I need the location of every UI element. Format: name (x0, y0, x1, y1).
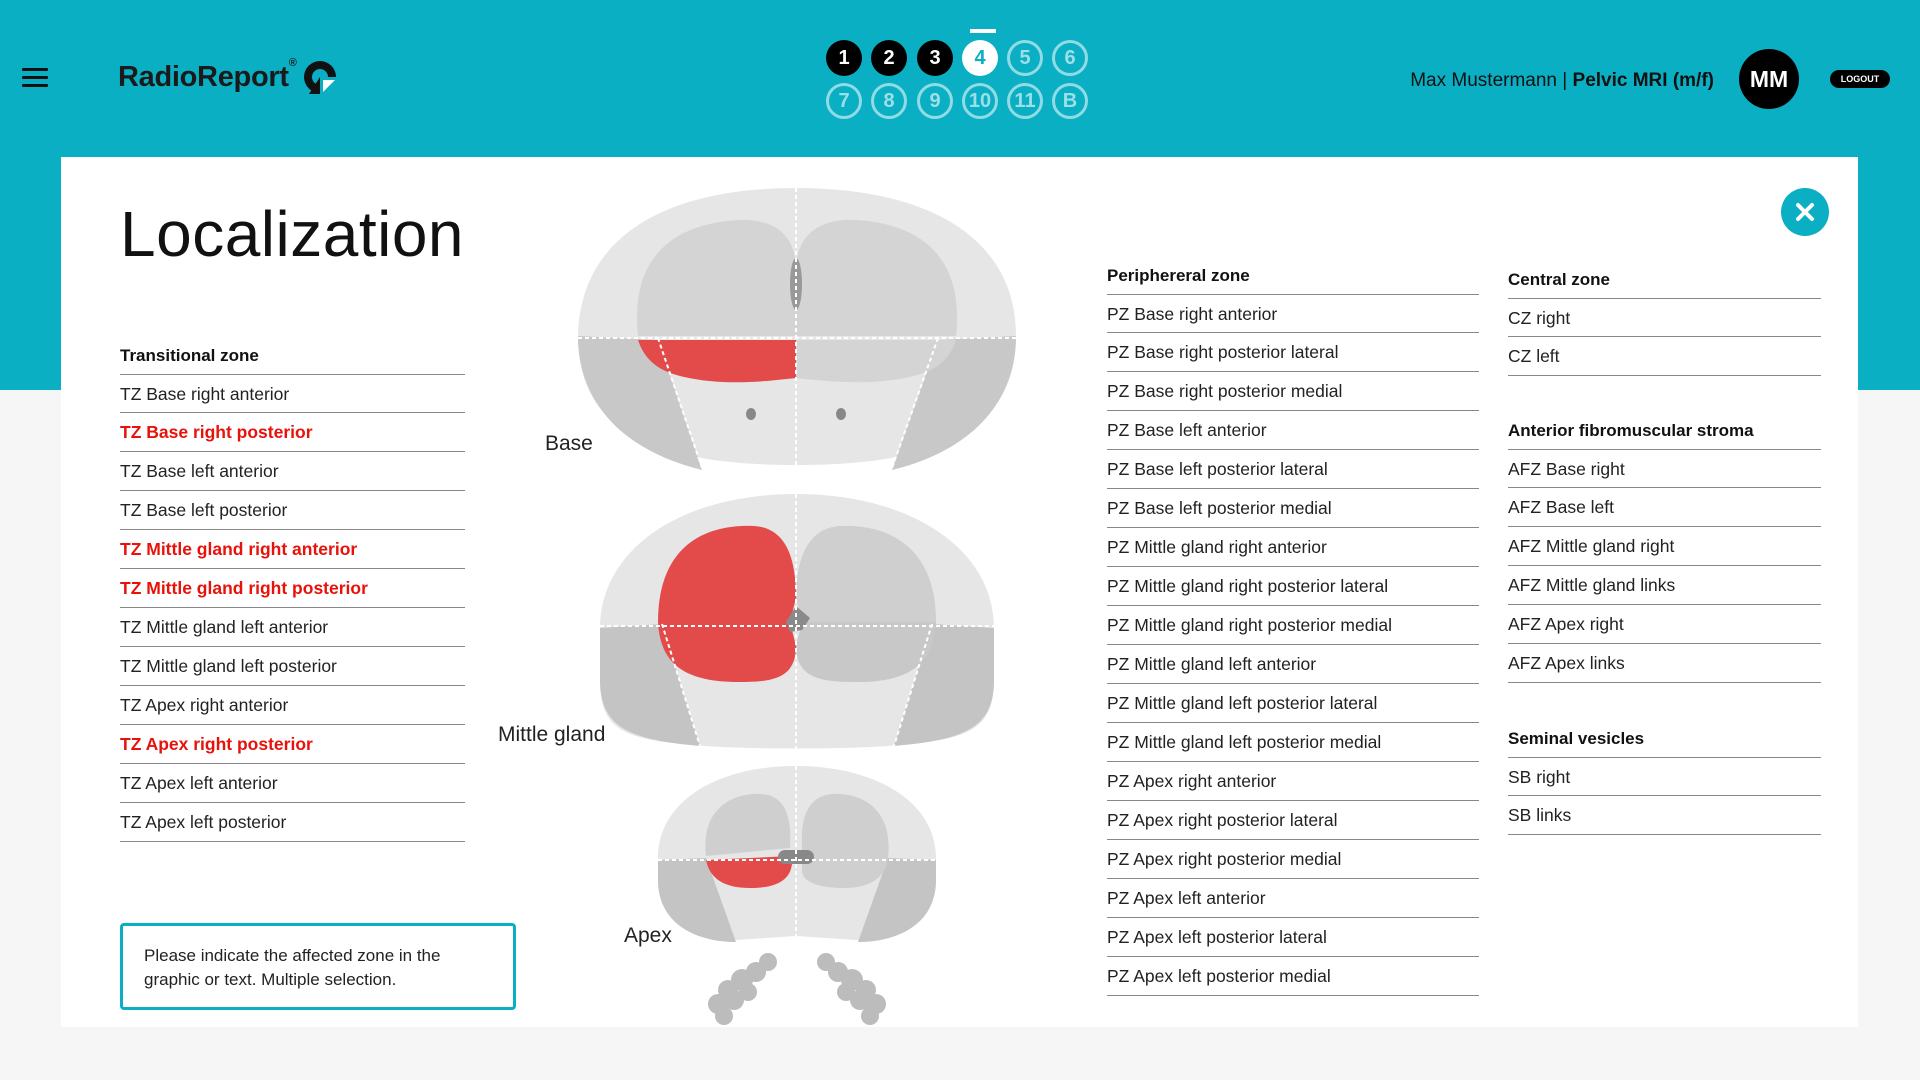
section-title: Periphereral zone (1107, 266, 1250, 285)
peripheral-item[interactable]: PZ Apex right posterior lateral (1107, 801, 1479, 840)
transitional-item[interactable]: TZ Apex right anterior (120, 686, 465, 725)
seminal-vesicles[interactable] (708, 953, 886, 1025)
header (0, 0, 1920, 157)
peripheral-item[interactable]: PZ Mittle gland left posterior lateral (1107, 684, 1479, 723)
duct-right (746, 408, 756, 420)
peripheral-item[interactable]: PZ Mittle gland left posterior medial (1107, 723, 1479, 762)
exam-name: Pelvic MRI (m/f) (1572, 70, 1714, 91)
peripheral-zone-list (1107, 294, 1479, 996)
peripheral-item[interactable]: PZ Apex right anterior (1107, 762, 1479, 801)
section-title: Central zone (1508, 270, 1611, 289)
step-8[interactable]: 8 (871, 83, 907, 119)
peripheral-zone-section (1107, 266, 1479, 996)
peripheral-item[interactable]: PZ Base left posterior lateral (1107, 450, 1479, 489)
step-1[interactable]: 1 (826, 40, 862, 76)
peripheral-item[interactable]: PZ Mittle gland right posterior medial (1107, 606, 1479, 645)
step-6[interactable]: 6 (1052, 40, 1088, 76)
seminal-vesicles-list (1508, 757, 1821, 835)
user-name: Max Mustermann (1410, 70, 1558, 91)
peripheral-item[interactable]: PZ Apex left anterior (1107, 879, 1479, 918)
afs-item[interactable]: AFZ Apex links (1508, 644, 1821, 683)
peripheral-item[interactable]: PZ Base right posterior medial (1107, 372, 1479, 411)
step-10[interactable]: 10 (962, 83, 998, 119)
afs-list (1508, 449, 1821, 683)
transitional-item[interactable]: TZ Base right posterior (120, 413, 465, 452)
transitional-item[interactable]: TZ Apex right posterior (120, 725, 465, 764)
hamburger-menu-icon[interactable] (22, 68, 48, 88)
seminal-item[interactable]: SB right (1508, 757, 1821, 796)
step-navigator (826, 38, 1096, 122)
afs-item[interactable]: AFZ Mittle gland links (1508, 566, 1821, 605)
apex-section (658, 766, 936, 942)
logo-mark-icon (301, 58, 339, 96)
step-3[interactable]: 3 (917, 40, 953, 76)
transitional-item[interactable]: TZ Base right anterior (120, 374, 465, 413)
transitional-item[interactable]: TZ Mittle gland right anterior (120, 530, 465, 569)
seminal-vesicles-section (1508, 729, 1821, 835)
peripheral-item[interactable]: PZ Mittle gland right anterior (1107, 528, 1479, 567)
afs-item[interactable]: AFZ Apex right (1508, 605, 1821, 644)
step-4[interactable]: 4 (962, 40, 998, 76)
afs-item[interactable]: AFZ Base left (1508, 488, 1821, 527)
section-title: Seminal vesicles (1508, 729, 1645, 748)
label-apex: Apex (624, 924, 672, 947)
label-mid-gland: Mittle gland (498, 723, 606, 746)
peripheral-item[interactable]: PZ Base right anterior (1107, 294, 1479, 333)
peripheral-item[interactable]: PZ Base right posterior lateral (1107, 333, 1479, 372)
central-zone-list (1508, 298, 1821, 376)
logo (118, 58, 339, 96)
close-button[interactable] (1781, 188, 1829, 236)
step-7[interactable]: 7 (826, 83, 862, 119)
transitional-zone-section (120, 346, 465, 842)
step-2[interactable]: 2 (871, 40, 907, 76)
transitional-item[interactable]: TZ Apex left anterior (120, 764, 465, 803)
logout-button[interactable]: LOGOUT (1830, 70, 1890, 88)
close-icon (1781, 188, 1829, 236)
afs-section (1508, 421, 1821, 683)
seminal-item[interactable]: SB links (1508, 796, 1821, 835)
mid-section (600, 494, 994, 750)
transitional-item[interactable]: TZ Mittle gland left anterior (120, 608, 465, 647)
hint-box: Please indicate the affected zone in the graphic or text. Multiple selection. (120, 923, 516, 1010)
central-item[interactable]: CZ left (1508, 337, 1821, 376)
central-item[interactable]: CZ right (1508, 298, 1821, 337)
base-section (578, 188, 1016, 470)
section-title: Anterior fibromuscular stroma (1508, 421, 1754, 440)
peripheral-item[interactable]: PZ Mittle gland right posterior lateral (1107, 567, 1479, 606)
prostate-diagram (480, 180, 1040, 1040)
afs-item[interactable]: AFZ Base right (1508, 449, 1821, 488)
transitional-item[interactable]: TZ Mittle gland left posterior (120, 647, 465, 686)
current-step-marker (970, 29, 996, 33)
user-info: Max Mustermann | Pelvic MRI (m/f) (1410, 70, 1714, 91)
step-5[interactable]: 5 (1007, 40, 1043, 76)
peripheral-item[interactable]: PZ Mittle gland left anterior (1107, 645, 1479, 684)
step-B[interactable]: B (1052, 83, 1088, 119)
transitional-item[interactable]: TZ Apex left posterior (120, 803, 465, 842)
peripheral-item[interactable]: PZ Apex left posterior lateral (1107, 918, 1479, 957)
transitional-item[interactable]: TZ Base left anterior (120, 452, 465, 491)
transitional-item[interactable]: TZ Base left posterior (120, 491, 465, 530)
peripheral-item[interactable]: PZ Base left posterior medial (1107, 489, 1479, 528)
logo-text: RadioReport® (118, 56, 297, 93)
page-title: Localization (120, 198, 464, 270)
peripheral-item[interactable]: PZ Base left anterior (1107, 411, 1479, 450)
central-zone-section (1508, 270, 1821, 376)
label-base: Base (545, 432, 593, 455)
duct-left (836, 408, 846, 420)
step-11[interactable]: 11 (1007, 83, 1043, 119)
peripheral-item[interactable]: PZ Apex left posterior medial (1107, 957, 1479, 996)
section-title: Transitional zone (120, 346, 259, 365)
avatar[interactable]: MM (1739, 49, 1799, 109)
transitional-zone-list (120, 374, 465, 842)
step-9[interactable]: 9 (917, 83, 953, 119)
peripheral-item[interactable]: PZ Apex right posterior medial (1107, 840, 1479, 879)
transitional-item[interactable]: TZ Mittle gland right posterior (120, 569, 465, 608)
afs-item[interactable]: AFZ Mittle gland right (1508, 527, 1821, 566)
